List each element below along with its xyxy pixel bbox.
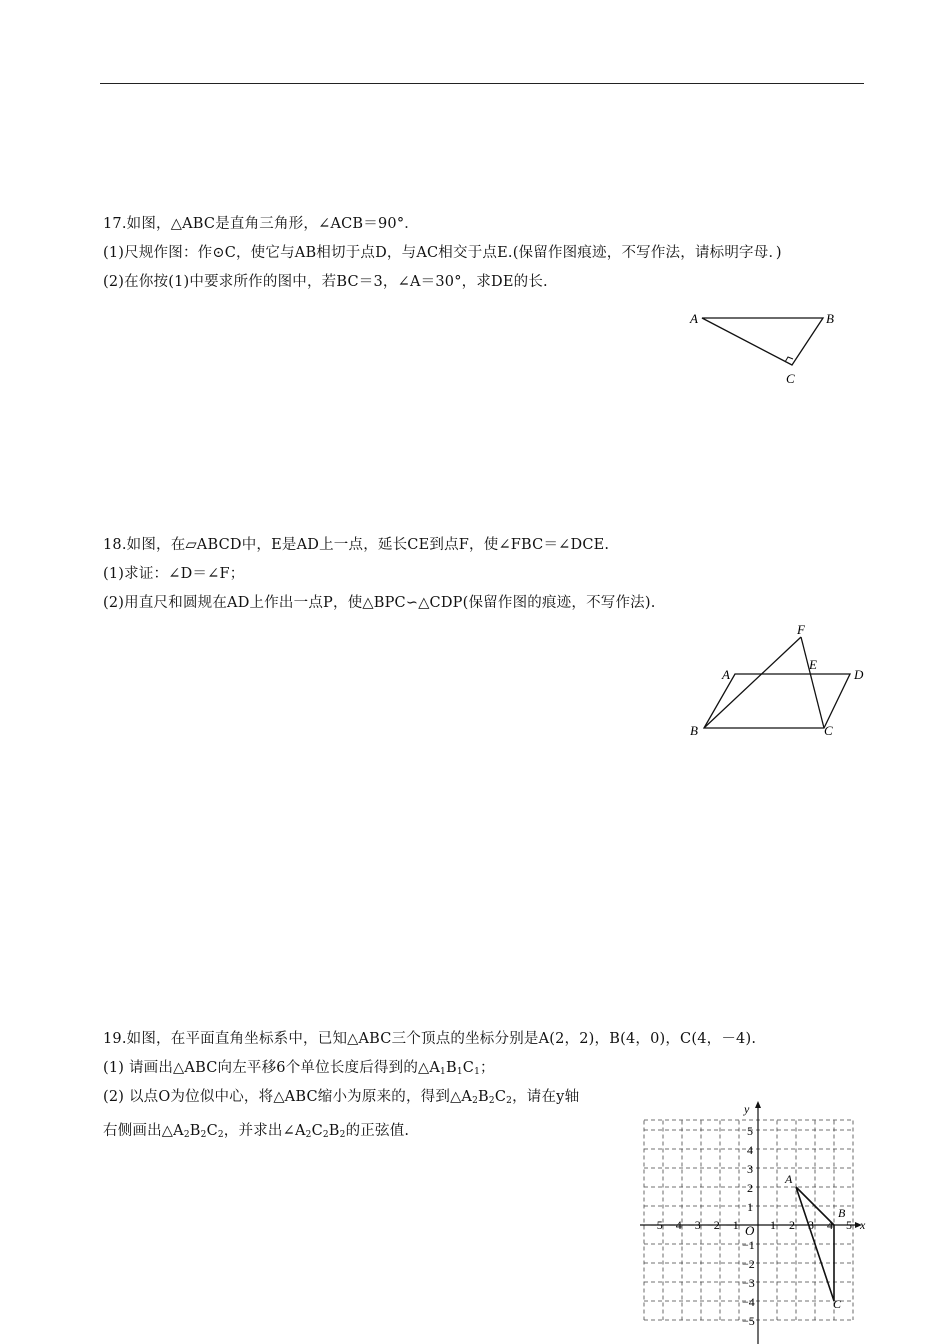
q17-part1: (1)尺规作图：作⊙C，使它与AB相切于点D，与AC相交于点E.(保留作图痕迹，不写作法，请标明字母．) <box>103 245 782 261</box>
x-tick-label: 1 <box>770 1218 776 1232</box>
x-tick-label: 3 <box>808 1218 814 1232</box>
y-tick-label: −3 <box>742 1276 755 1290</box>
q18-label-a: A <box>722 667 730 682</box>
x-tick-label: 5 <box>846 1218 852 1232</box>
q17-figure <box>680 305 850 395</box>
grid-label-b: B <box>838 1206 846 1220</box>
x-tick-label: 4 <box>827 1218 833 1232</box>
y-tick-label: 2 <box>747 1181 753 1195</box>
q17-label-a: A <box>690 311 698 326</box>
y-tick-label: 1 <box>747 1200 753 1214</box>
q18-label-c: C <box>824 723 833 738</box>
q19-stem: 19.如图，在平面直角坐标系中，已知△ABC三个顶点的坐标分别是A(2，2)，B(4，0)，C(4，－4). <box>103 1031 757 1047</box>
q19-part1: (1) 请画出△ABC向左平移6个单位长度后得到的$\triangle A_1B_1C_1$； <box>103 1060 495 1077</box>
coordinate-grid <box>630 1095 870 1344</box>
q18-label-e: E <box>809 657 817 672</box>
q17-part2: (2)在你按(1)中要求所作的图中，若BC＝3，∠A＝30°，求DE的长. <box>103 274 548 290</box>
grid-label-c: C <box>833 1297 842 1311</box>
y-tick-label: 4 <box>747 1143 753 1157</box>
x-axis-label: x <box>860 1218 866 1232</box>
header-rule <box>100 83 864 84</box>
y-tick-label: −1 <box>742 1238 755 1252</box>
x-tick-label: 2 <box>789 1218 795 1232</box>
q18-figure <box>680 620 880 745</box>
x-tick-label: −3 <box>688 1218 701 1232</box>
x-tick-label: −5 <box>650 1218 663 1232</box>
y-tick-label: −2 <box>742 1257 755 1271</box>
q17-label-b: B <box>826 311 834 326</box>
q18-label-b: B <box>690 723 698 738</box>
y-tick-label: 3 <box>747 1162 753 1176</box>
y-axis-arrow-icon <box>755 1101 761 1108</box>
q17-stem: 17.如图，△ABC是直角三角形，∠ACB＝90°． <box>103 216 419 232</box>
grid-label-a: A <box>785 1172 793 1186</box>
q18-part1: (1)求证：∠D＝∠F； <box>103 566 245 582</box>
q18-label-d: D <box>854 667 864 682</box>
y-tick-label: −4 <box>742 1295 755 1309</box>
q18-label-f: F <box>797 622 805 637</box>
q19-part2-line2: 右侧画出$\triangle A_2B_2C_2$，并求出$\angle A_2C_2B_2$的正弦值. <box>103 1123 410 1140</box>
q19-part2-line1: (2) 以点O为位似中心，将△ABC缩小为原来的，得到$\triangle A_2B_2C_2$，请在y轴 <box>103 1089 580 1106</box>
origin-label: O <box>745 1223 755 1238</box>
q18-stem: 18.如图，在▱ABCD中，E是AD上一点，延长CE到点F，使∠FBC＝∠DCE. <box>103 537 610 553</box>
y-tick-label: 5 <box>747 1124 753 1138</box>
x-tick-label: −1 <box>726 1218 739 1232</box>
q18-part2: (2)用直尺和圆规在AD上作出一点P，使△BPC∽△CDP(保留作图的痕迹，不写作法). <box>103 595 656 611</box>
q17-label-c: C <box>786 371 795 386</box>
y-axis-label: y <box>744 1102 750 1116</box>
x-tick-label: −2 <box>707 1218 720 1232</box>
x-tick-label: −4 <box>669 1218 682 1232</box>
y-tick-label: −5 <box>742 1314 755 1328</box>
